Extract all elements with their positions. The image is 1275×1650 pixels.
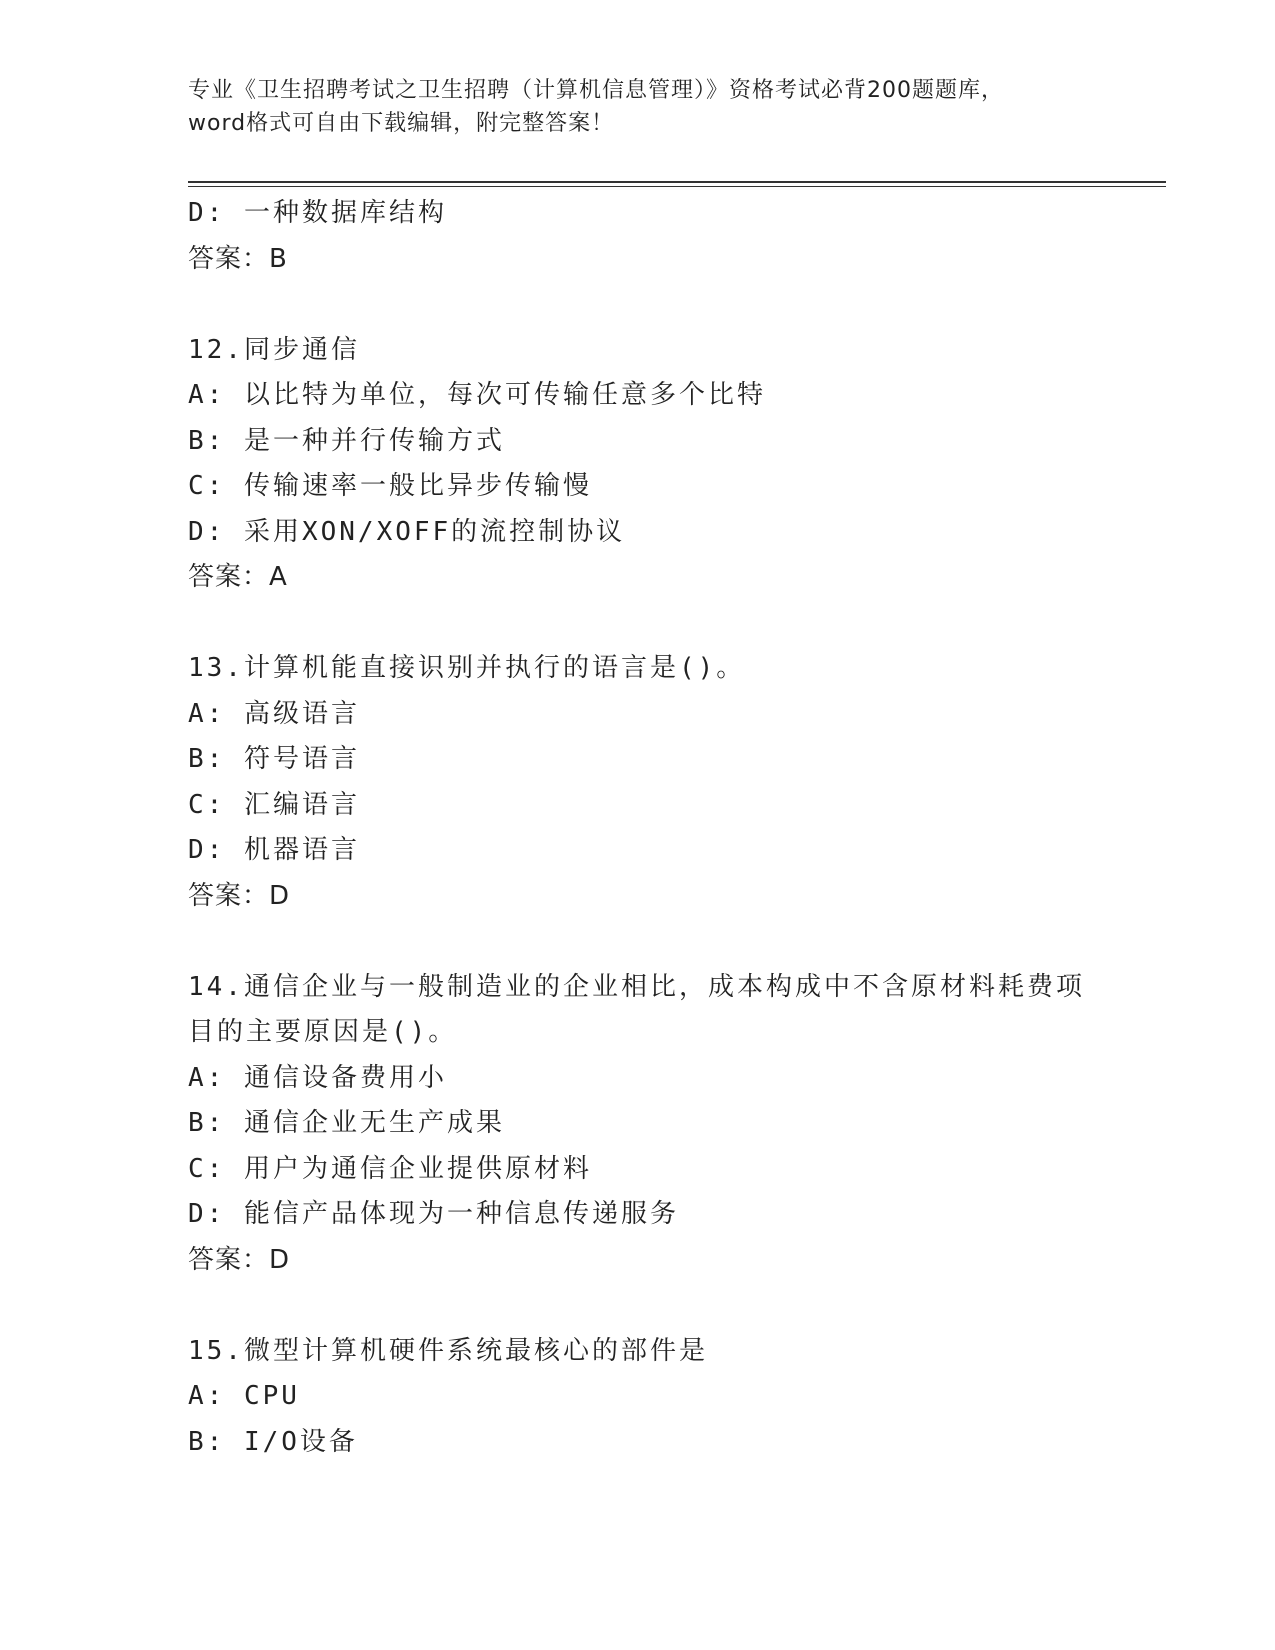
option-d: D: 能信产品体现为一种信息传递服务 xyxy=(188,1199,679,1229)
question-12 xyxy=(188,328,1178,601)
question-stem-line-2: 目的主要原因是()。 xyxy=(188,1017,458,1047)
spacer xyxy=(188,1283,1178,1329)
question-11-tail xyxy=(188,191,1178,282)
option-d: D: 一种数据库结构 xyxy=(188,198,447,228)
header-divider-thin xyxy=(188,186,1166,187)
option-b: B: I/O设备 xyxy=(188,1426,358,1457)
option-b: B: 是一种并行传输方式 xyxy=(188,425,505,456)
question-14 xyxy=(188,965,1178,1284)
option-a: A: CPU xyxy=(188,1381,300,1411)
option-d: D: 机器语言 xyxy=(188,835,360,865)
option-b: B: 符号语言 xyxy=(188,744,360,774)
option-c: C: 传输速率一般比异步传输慢 xyxy=(188,471,592,501)
option-a: A: 以比特为单位，每次可传输任意多个比特 xyxy=(188,380,766,410)
question-stem: 15.微型计算机硬件系统最核心的部件是 xyxy=(188,1335,708,1366)
answer-line: 答案：A xyxy=(188,562,288,592)
question-13 xyxy=(188,646,1178,919)
header-divider-thick xyxy=(188,181,1166,183)
spacer xyxy=(188,282,1178,328)
option-c: C: 用户为通信企业提供原材料 xyxy=(188,1153,592,1184)
header-title-line-1: 专业《卫生招聘考试之卫生招聘（计算机信息管理）》资格考试必背200题题库， xyxy=(188,78,1004,103)
answer-line: 答案：D xyxy=(188,1244,291,1275)
document-header xyxy=(188,74,1088,140)
question-list xyxy=(188,191,1178,1465)
question-stem: 12.同步通信 xyxy=(188,334,360,365)
question-stem-line-1: 14.通信企业与一般制造业的企业相比，成本构成中不含原材料耗费项 xyxy=(188,971,1085,1002)
header-title-line-2: word格式可自由下载编辑，附完整答案！ xyxy=(188,111,615,136)
answer-line: 答案：D xyxy=(188,880,291,911)
option-a: A: 高级语言 xyxy=(188,698,360,729)
option-c: C: 汇编语言 xyxy=(188,789,360,820)
question-15 xyxy=(188,1329,1178,1466)
question-stem: 13.计算机能直接识别并执行的语言是()。 xyxy=(188,653,746,683)
answer-line: 答案：B xyxy=(188,243,288,274)
option-a: A: 通信设备费用小 xyxy=(188,1062,447,1093)
option-d: D: 采用XON/XOFF的流控制协议 xyxy=(188,516,626,547)
spacer xyxy=(188,919,1178,965)
spacer xyxy=(188,601,1178,647)
option-b: B: 通信企业无生产成果 xyxy=(188,1108,505,1138)
